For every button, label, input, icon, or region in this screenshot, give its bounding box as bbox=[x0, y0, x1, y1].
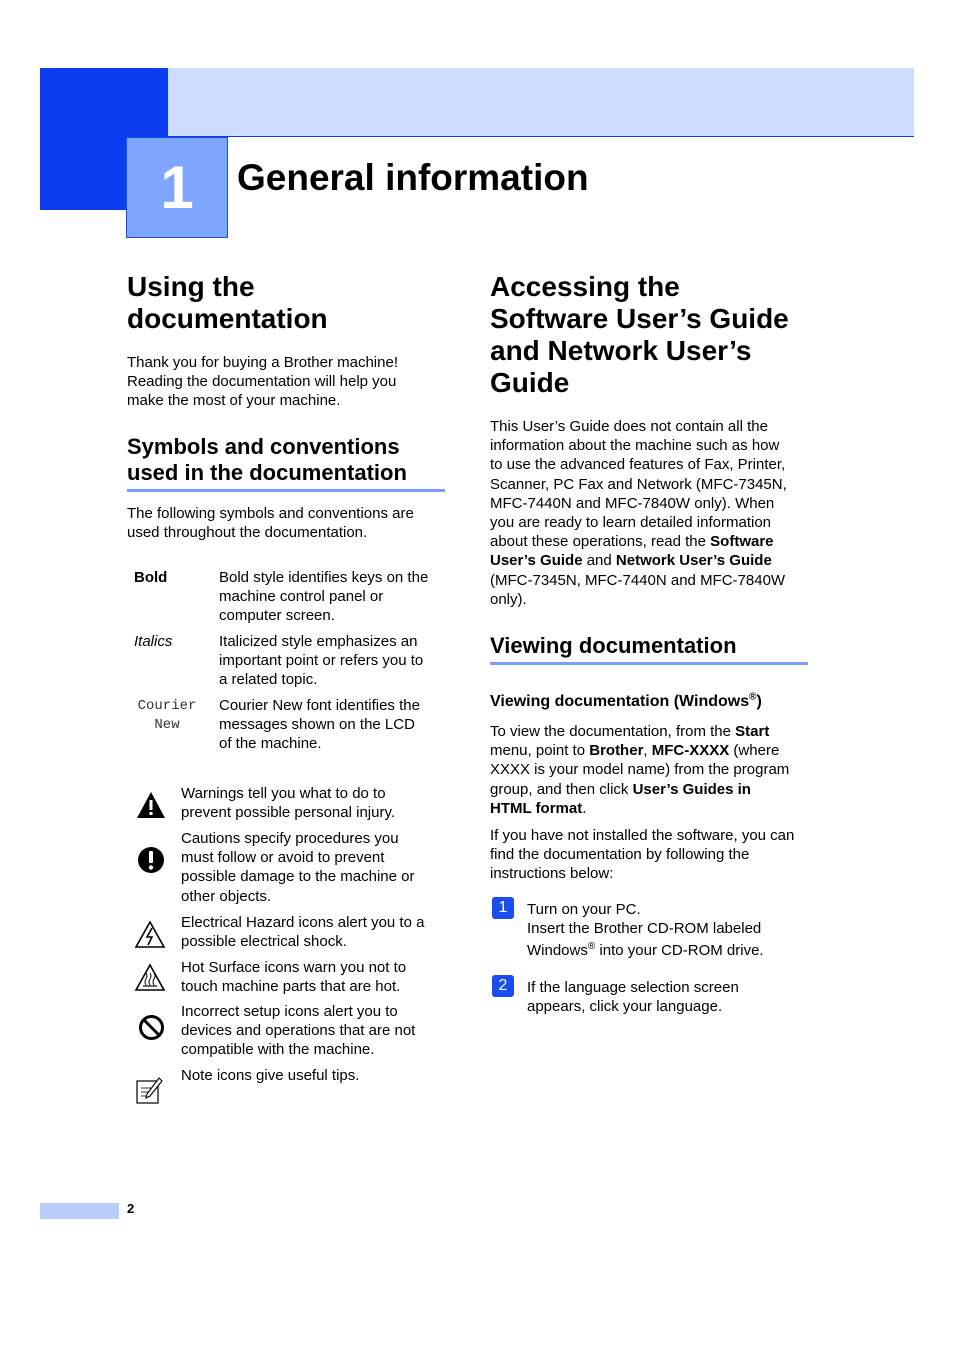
text-line bbox=[490, 799, 820, 818]
heading-run: Viewing documentation (Windows bbox=[490, 693, 750, 710]
header-band bbox=[168, 68, 914, 136]
subsection-title-viewing: Viewing documentation bbox=[490, 633, 737, 658]
chapter-title: General information bbox=[237, 157, 589, 198]
not-installed-paragraph bbox=[490, 826, 820, 884]
section-title-line: Using the bbox=[127, 271, 255, 302]
text-line: Thank you for buying a Brother machine! bbox=[127, 354, 398, 371]
text-line: Courier New font identifies the bbox=[219, 697, 420, 714]
text-line: machine control panel or bbox=[219, 588, 384, 606]
title-line: and Network User’s bbox=[490, 335, 752, 366]
subsection-title-line: Symbols and conventions bbox=[127, 434, 400, 459]
registered-mark: ® bbox=[587, 941, 596, 953]
section-title-accessing-guides bbox=[490, 271, 820, 399]
text-run: about these operations, read the bbox=[490, 533, 711, 551]
text-line: make the most of your machine. bbox=[127, 392, 341, 410]
subsection-rule bbox=[127, 489, 445, 492]
warning-triangle-icon bbox=[135, 790, 167, 820]
prohibited-icon bbox=[138, 1014, 165, 1041]
text-line: other objects. bbox=[181, 887, 272, 905]
convention-term-courier bbox=[132, 697, 202, 735]
text-run: To view the documentation, from the bbox=[490, 723, 736, 740]
note-icon bbox=[134, 1076, 164, 1106]
page-number: 2 bbox=[127, 1201, 135, 1216]
icon-desc-electrical bbox=[181, 913, 451, 951]
title-line: Guide bbox=[490, 367, 570, 398]
text-line: computer screen. bbox=[219, 607, 335, 625]
text-line: you are ready to learn detailed information bbox=[490, 514, 772, 532]
text-line: possible damage to the machine or bbox=[181, 868, 415, 886]
text-line: used throughout the documentation. bbox=[127, 524, 368, 542]
text-line: important point or refers you to bbox=[219, 652, 424, 670]
term-line: Courier bbox=[137, 698, 197, 714]
text-line: Note icons give useful tips. bbox=[181, 1067, 360, 1084]
text-line: MFC-7440N and MFC-7840W only). When bbox=[490, 494, 775, 512]
text-line bbox=[490, 741, 820, 760]
text-line: Italicized style emphasizes an bbox=[219, 633, 418, 650]
text-line: XXXX is your model name) from the program bbox=[490, 761, 790, 779]
text-run: (where bbox=[729, 742, 780, 760]
step-2-text bbox=[527, 978, 827, 1016]
conventions-intro bbox=[127, 504, 447, 542]
text-line: must follow or avoid to prevent bbox=[181, 849, 385, 867]
section-title-using-documentation bbox=[127, 271, 447, 335]
text-run: and bbox=[582, 552, 616, 570]
text-line: Electrical Hazard icons alert you to a bbox=[181, 914, 425, 931]
caution-exclamation-icon bbox=[137, 846, 165, 874]
text-line: Incorrect setup icons alert you to bbox=[181, 1003, 398, 1020]
convention-term-italics: Italics bbox=[134, 633, 173, 650]
text-run: menu, point to bbox=[490, 742, 590, 760]
bold-run: Software bbox=[710, 533, 774, 551]
text-line: information about the machine such as how bbox=[490, 437, 780, 455]
subsection-title-symbols bbox=[127, 434, 447, 486]
text-line: Warnings tell you what to do to bbox=[181, 785, 386, 802]
title-line: Software User’s Guide bbox=[490, 303, 789, 334]
convention-desc-courier bbox=[219, 696, 449, 754]
text-line: Reading the documentation will help you bbox=[127, 373, 397, 391]
text-line: prevent possible personal injury. bbox=[181, 804, 396, 822]
text-line: of the machine. bbox=[219, 735, 322, 753]
text-line: If the language selection screen bbox=[527, 979, 739, 996]
section-title-line: documentation bbox=[127, 303, 328, 334]
text-line: Insert the Brother CD-ROM labeled bbox=[527, 920, 762, 938]
text-line: Cautions specify procedures you bbox=[181, 830, 399, 847]
step-number-1: 1 bbox=[492, 897, 514, 919]
convention-desc-italics bbox=[219, 632, 449, 690]
icon-desc-caution bbox=[181, 829, 451, 906]
text-run: Windows bbox=[527, 942, 588, 960]
bold-run: User’s Guides in bbox=[632, 780, 751, 798]
text-line bbox=[490, 532, 820, 551]
icon-desc-note bbox=[181, 1066, 451, 1085]
subsubsection-title-windows bbox=[490, 692, 820, 712]
text-line: This User’s Guide does not contain all the bbox=[490, 418, 768, 435]
icon-desc-warning bbox=[181, 784, 451, 822]
step-1-text bbox=[527, 900, 827, 961]
header-rule bbox=[168, 136, 914, 137]
text-run: group, and then click bbox=[490, 780, 633, 798]
text-line: instructions below: bbox=[490, 865, 614, 883]
intro-paragraph bbox=[127, 353, 447, 411]
text-line: compatible with the machine. bbox=[181, 1041, 375, 1059]
text-line: a related topic. bbox=[219, 671, 318, 689]
convention-desc-bold bbox=[219, 568, 449, 626]
text-line: If you have not installed the software, you can bbox=[490, 827, 795, 844]
icon-desc-prohibited bbox=[181, 1002, 451, 1060]
subsection-rule bbox=[490, 662, 808, 665]
text-line: (MFC-7345N, MFC-7440N and MFC-7840W bbox=[490, 571, 786, 589]
text-line: Scanner, PC Fax and Network (MFC-7345N, bbox=[490, 475, 787, 493]
text-line: only). bbox=[490, 590, 527, 608]
text-line bbox=[490, 722, 820, 741]
text-line: touch machine parts that are hot. bbox=[181, 978, 401, 996]
icon-desc-hot-surface bbox=[181, 958, 451, 996]
heading-run: ) bbox=[756, 693, 762, 710]
registered-mark: ® bbox=[749, 691, 757, 703]
convention-term-bold: Bold bbox=[134, 569, 168, 586]
text-line: Turn on your PC. bbox=[527, 901, 641, 918]
text-line bbox=[490, 551, 820, 570]
accessing-paragraph bbox=[490, 417, 820, 609]
step-number-2: 2 bbox=[492, 975, 514, 997]
text-line: devices and operations that are not bbox=[181, 1022, 416, 1040]
text-run: into your CD-ROM drive. bbox=[595, 942, 764, 960]
page-number-marker bbox=[40, 1203, 119, 1219]
bold-run: Start bbox=[735, 723, 770, 740]
title-line: Accessing the bbox=[490, 271, 680, 302]
bold-run: MFC-XXXX bbox=[651, 742, 730, 760]
text-line: find the documentation by following the bbox=[490, 846, 750, 864]
text-line: to use the advanced features of Fax, Printer, bbox=[490, 456, 786, 474]
text-line: appears, click your language. bbox=[527, 998, 723, 1016]
chapter-number: 1 bbox=[126, 137, 228, 238]
text-line bbox=[527, 941, 827, 960]
text-line: Hot Surface icons warn you not to bbox=[181, 959, 407, 976]
text-line: messages shown on the LCD bbox=[219, 716, 415, 734]
bold-run: Network User’s Guide bbox=[615, 552, 772, 570]
term-line: New bbox=[154, 717, 180, 733]
bold-run: User’s Guide bbox=[490, 552, 583, 570]
text-line: Bold style identifies keys on the bbox=[219, 569, 429, 586]
bold-run: HTML format bbox=[490, 799, 583, 817]
subsection-title-line: used in the documentation bbox=[127, 460, 407, 485]
text-run: . bbox=[582, 799, 587, 817]
electrical-hazard-icon bbox=[134, 920, 166, 949]
viewing-instructions-paragraph bbox=[490, 722, 820, 818]
text-line bbox=[490, 780, 820, 799]
text-line: possible electrical shock. bbox=[181, 933, 347, 951]
text-run: , bbox=[643, 742, 652, 760]
text-line: The following symbols and conventions are bbox=[127, 505, 414, 522]
bold-run: Brother bbox=[589, 742, 644, 760]
hot-surface-icon bbox=[134, 963, 166, 992]
